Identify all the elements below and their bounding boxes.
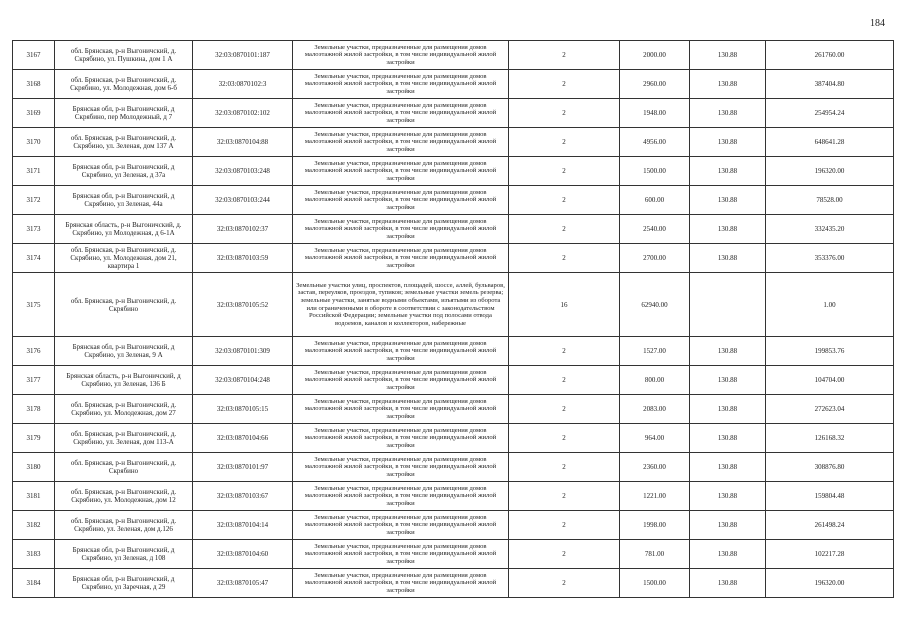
row-number-cell: 3178 [13, 395, 55, 424]
cadastral-value-cell: 102217.28 [766, 540, 894, 569]
land-use-cell: Земельные участки, предназначенные для размещения домов малоэтажной жилой застройки, в том числе индивидуальной жилой застройки [293, 511, 509, 540]
cadastral-value-cell: 196320.00 [766, 569, 894, 598]
area-cell: 2083.00 [620, 395, 690, 424]
row-number-cell: 3172 [13, 186, 55, 215]
rate-cell: 130.88 [690, 366, 766, 395]
use-code-cell: 2 [509, 41, 620, 70]
address-cell: Брянская обл, р-н Выгоничский, д Скрябино, ул Зеленая, д 108 [55, 540, 193, 569]
land-use-cell: Земельные участки, предназначенные для размещения домов малоэтажной жилой застройки, в том числе индивидуальной жилой застройки [293, 41, 509, 70]
rate-cell [690, 273, 766, 337]
land-use-cell: Земельные участки, предназначенные для размещения домов малоэтажной жилой застройки, в том числе индивидуальной жилой застройки [293, 215, 509, 244]
cadastral-number-cell: 32:03:0870101:309 [193, 337, 293, 366]
address-cell: обл. Брянская, р-н Выгоничский, д. Скрябино, ул. Молодежная, дом 27 [55, 395, 193, 424]
area-cell: 2700.00 [620, 244, 690, 273]
area-cell: 1500.00 [620, 569, 690, 598]
table-row [13, 244, 894, 273]
row-number-cell: 3170 [13, 128, 55, 157]
cadastral-number-cell: 32:03:0870101:187 [193, 41, 293, 70]
rate-cell: 130.88 [690, 424, 766, 453]
table-row [13, 569, 894, 598]
row-number-cell: 3182 [13, 511, 55, 540]
row-number-cell: 3177 [13, 366, 55, 395]
use-code-cell: 2 [509, 424, 620, 453]
area-cell: 2960.00 [620, 70, 690, 99]
land-use-cell: Земельные участки, предназначенные для размещения домов малоэтажной жилой застройки, в том числе индивидуальной жилой застройки [293, 424, 509, 453]
row-number-cell: 3181 [13, 482, 55, 511]
cadastral-value-cell: 104704.00 [766, 366, 894, 395]
table-row [13, 41, 894, 70]
land-use-cell: Земельные участки, предназначенные для размещения домов малоэтажной жилой застройки, в том числе индивидуальной жилой застройки [293, 482, 509, 511]
rate-cell: 130.88 [690, 215, 766, 244]
table-row [13, 215, 894, 244]
row-number-cell: 3168 [13, 70, 55, 99]
address-cell: Брянская обл, р-н Выгоничский, д Скрябино, ул Зеленая, д 37а [55, 157, 193, 186]
area-cell: 2540.00 [620, 215, 690, 244]
address-cell: обл. Брянская, р-н Выгоничский, д. Скрябино [55, 273, 193, 337]
cadastral-number-cell: 32:03:0870105:15 [193, 395, 293, 424]
land-registry-table [12, 40, 894, 598]
land-use-cell: Земельные участки, предназначенные для размещения домов малоэтажной жилой застройки, в том числе индивидуальной жилой застройки [293, 569, 509, 598]
table-body [13, 41, 894, 598]
address-cell: обл. Брянская, р-н Выгоничский, д. Скрябино, ул. Молодежная, дом 21, квартира 1 [55, 244, 193, 273]
rate-cell: 130.88 [690, 99, 766, 128]
land-use-cell: Земельные участки, предназначенные для размещения домов малоэтажной жилой застройки, в том числе индивидуальной жилой застройки [293, 244, 509, 273]
cadastral-number-cell: 32:03:0870105:52 [193, 273, 293, 337]
use-code-cell: 2 [509, 157, 620, 186]
use-code-cell: 2 [509, 540, 620, 569]
cadastral-number-cell: 32:03:0870104:248 [193, 366, 293, 395]
cadastral-value-cell: 387404.80 [766, 70, 894, 99]
address-cell: обл. Брянская, р-н Выгоничский, д. Скрябино, ул. Молодежная, дом 12 [55, 482, 193, 511]
cadastral-value-cell: 1.00 [766, 273, 894, 337]
area-cell: 1527.00 [620, 337, 690, 366]
cadastral-number-cell: 32:03:0870104:88 [193, 128, 293, 157]
table-row [13, 273, 894, 337]
address-cell: обл. Брянская, р-н Выгоничский, д. Скрябино, ул. Молодежная, дом 6-б [55, 70, 193, 99]
table-row [13, 186, 894, 215]
table-row [13, 511, 894, 540]
area-cell: 800.00 [620, 366, 690, 395]
cadastral-value-cell: 261760.00 [766, 41, 894, 70]
land-use-cell: Земельные участки, предназначенные для размещения домов малоэтажной жилой застройки, в том числе индивидуальной жилой застройки [293, 186, 509, 215]
cadastral-number-cell: 32:03:0870104:66 [193, 424, 293, 453]
cadastral-value-cell: 159804.48 [766, 482, 894, 511]
table-row [13, 540, 894, 569]
use-code-cell: 2 [509, 186, 620, 215]
cadastral-value-cell: 199853.76 [766, 337, 894, 366]
cadastral-value-cell: 254954.24 [766, 99, 894, 128]
rate-cell: 130.88 [690, 337, 766, 366]
address-cell: обл. Брянская, р-н Выгоничский, д. Скрябино, ул. Зеленая, дом д.126 [55, 511, 193, 540]
address-cell: обл. Брянская, р-н Выгоничский, д. Скрябино, ул. Зеленая, дом 113-А [55, 424, 193, 453]
cadastral-number-cell: 32:03:0870102:37 [193, 215, 293, 244]
use-code-cell: 2 [509, 128, 620, 157]
cadastral-number-cell: 32:03:0870103:244 [193, 186, 293, 215]
cadastral-value-cell: 308876.80 [766, 453, 894, 482]
cadastral-number-cell: 32:03:0870102:102 [193, 99, 293, 128]
use-code-cell: 2 [509, 244, 620, 273]
address-cell: Брянская обл, р-н Выгоничский, д Скрябино, ул Зеленая, 9 А [55, 337, 193, 366]
land-use-cell: Земельные участки, предназначенные для размещения домов малоэтажной жилой застройки, в том числе индивидуальной жилой застройки [293, 395, 509, 424]
use-code-cell: 2 [509, 453, 620, 482]
table-row [13, 99, 894, 128]
cadastral-value-cell: 196320.00 [766, 157, 894, 186]
table-row [13, 337, 894, 366]
use-code-cell: 2 [509, 99, 620, 128]
use-code-cell: 2 [509, 337, 620, 366]
use-code-cell: 16 [509, 273, 620, 337]
land-use-cell: Земельные участки, предназначенные для размещения домов малоэтажной жилой застройки, в том числе индивидуальной жилой застройки [293, 99, 509, 128]
cadastral-value-cell: 332435.20 [766, 215, 894, 244]
land-use-cell: Земельные участки, предназначенные для размещения домов малоэтажной жилой застройки, в том числе индивидуальной жилой застройки [293, 337, 509, 366]
row-number-cell: 3184 [13, 569, 55, 598]
cadastral-number-cell: 32:03:0870104:60 [193, 540, 293, 569]
row-number-cell: 3175 [13, 273, 55, 337]
rate-cell: 130.88 [690, 244, 766, 273]
rate-cell: 130.88 [690, 70, 766, 99]
table-row [13, 482, 894, 511]
row-number-cell: 3169 [13, 99, 55, 128]
cadastral-number-cell: 32:03:0870104:14 [193, 511, 293, 540]
area-cell: 600.00 [620, 186, 690, 215]
row-number-cell: 3176 [13, 337, 55, 366]
use-code-cell: 2 [509, 395, 620, 424]
area-cell: 62940.00 [620, 273, 690, 337]
use-code-cell: 2 [509, 569, 620, 598]
table-row [13, 128, 894, 157]
area-cell: 2360.00 [620, 453, 690, 482]
cadastral-number-cell: 32:03:0870105:47 [193, 569, 293, 598]
table-row [13, 453, 894, 482]
cadastral-number-cell: 32:03:0870103:59 [193, 244, 293, 273]
cadastral-value-cell: 126168.32 [766, 424, 894, 453]
rate-cell: 130.88 [690, 540, 766, 569]
land-use-cell: Земельные участки, предназначенные для размещения домов малоэтажной жилой застройки, в том числе индивидуальной жилой застройки [293, 540, 509, 569]
land-use-cell: Земельные участки, предназначенные для размещения домов малоэтажной жилой застройки, в том числе индивидуальной жилой застройки [293, 157, 509, 186]
use-code-cell: 2 [509, 511, 620, 540]
table-row [13, 70, 894, 99]
land-use-cell: Земельные участки улиц, проспектов, площадей, шоссе, аллей, бульваров, застав, переулков, проездов, тупиков; земельные участки земель резерва; земельные участки, занятые водными объектами, изъятыми из оборота или ограниченными в обороте в соответствии с законодательством Российской Федерации; земельные участки под полосами отвода водоемов, каналов и коллекторов, набережные [293, 273, 509, 337]
table-row [13, 366, 894, 395]
rate-cell: 130.88 [690, 482, 766, 511]
cadastral-number-cell: 32:03:0870103:248 [193, 157, 293, 186]
cadastral-number-cell: 32:03:0870101:97 [193, 453, 293, 482]
address-cell: Брянская область, р-н Выгоничский, д. Скрябино, ул Молодежная, д 6-1А [55, 215, 193, 244]
land-use-cell: Земельные участки, предназначенные для размещения домов малоэтажной жилой застройки, в том числе индивидуальной жилой застройки [293, 453, 509, 482]
address-cell: обл. Брянская, р-н Выгоничский, д. Скрябино [55, 453, 193, 482]
area-cell: 4956.00 [620, 128, 690, 157]
area-cell: 1500.00 [620, 157, 690, 186]
use-code-cell: 2 [509, 70, 620, 99]
cadastral-value-cell: 648641.28 [766, 128, 894, 157]
cadastral-number-cell: 32:03:0870102:3 [193, 70, 293, 99]
area-cell: 1998.00 [620, 511, 690, 540]
cadastral-value-cell: 78528.00 [766, 186, 894, 215]
address-cell: Брянская обл, р-н Выгоничский, д Скрябино, пер Молодежный, д 7 [55, 99, 193, 128]
row-number-cell: 3167 [13, 41, 55, 70]
rate-cell: 130.88 [690, 186, 766, 215]
land-use-cell: Земельные участки, предназначенные для размещения домов малоэтажной жилой застройки, в том числе индивидуальной жилой застройки [293, 128, 509, 157]
address-cell: обл. Брянская, р-н Выгоничский, д. Скрябино, ул. Зеленая, дом 137 А [55, 128, 193, 157]
rate-cell: 130.88 [690, 569, 766, 598]
cadastral-value-cell: 261498.24 [766, 511, 894, 540]
row-number-cell: 3173 [13, 215, 55, 244]
rate-cell: 130.88 [690, 41, 766, 70]
table-row [13, 424, 894, 453]
use-code-cell: 2 [509, 215, 620, 244]
row-number-cell: 3179 [13, 424, 55, 453]
address-cell: Брянская обл, р-н Выгоничский, д Скрябино, ул Заречная, д 29 [55, 569, 193, 598]
address-cell: обл. Брянская, р-н Выгоничский, д. Скрябино, ул. Пушкина, дом 1 А [55, 41, 193, 70]
table-row [13, 395, 894, 424]
rate-cell: 130.88 [690, 157, 766, 186]
rate-cell: 130.88 [690, 453, 766, 482]
cadastral-value-cell: 353376.00 [766, 244, 894, 273]
area-cell: 1221.00 [620, 482, 690, 511]
address-cell: Брянская обл, р-н Выгоничский, д Скрябино, ул Зеленая, 44а [55, 186, 193, 215]
area-cell: 781.00 [620, 540, 690, 569]
cadastral-number-cell: 32:03:0870103:67 [193, 482, 293, 511]
rate-cell: 130.88 [690, 128, 766, 157]
area-cell: 1948.00 [620, 99, 690, 128]
rate-cell: 130.88 [690, 511, 766, 540]
table-row [13, 157, 894, 186]
row-number-cell: 3180 [13, 453, 55, 482]
land-use-cell: Земельные участки, предназначенные для размещения домов малоэтажной жилой застройки, в том числе индивидуальной жилой застройки [293, 70, 509, 99]
row-number-cell: 3171 [13, 157, 55, 186]
row-number-cell: 3174 [13, 244, 55, 273]
area-cell: 964.00 [620, 424, 690, 453]
cadastral-value-cell: 272623.04 [766, 395, 894, 424]
land-use-cell: Земельные участки, предназначенные для размещения домов малоэтажной жилой застройки, в том числе индивидуальной жилой застройки [293, 366, 509, 395]
rate-cell: 130.88 [690, 395, 766, 424]
page-number: 184 [870, 18, 885, 29]
use-code-cell: 2 [509, 482, 620, 511]
address-cell: Брянская область, р-н Выгоничский, д Скрябино, ул Зеленая, 136 Б [55, 366, 193, 395]
use-code-cell: 2 [509, 366, 620, 395]
area-cell: 2000.00 [620, 41, 690, 70]
row-number-cell: 3183 [13, 540, 55, 569]
